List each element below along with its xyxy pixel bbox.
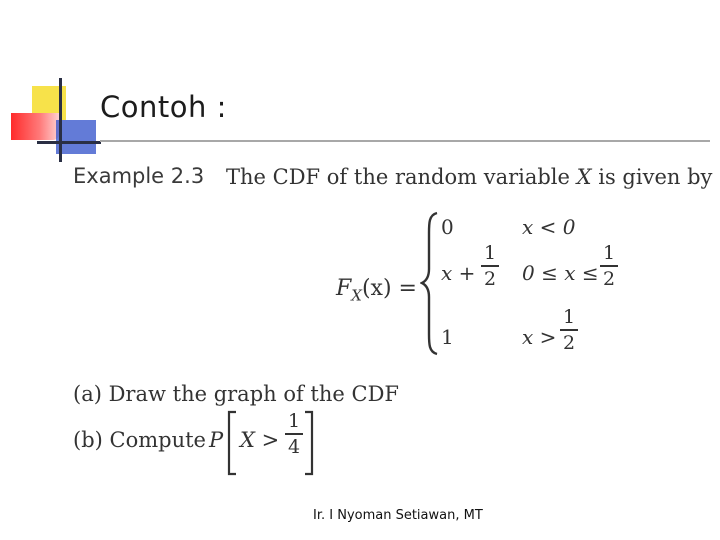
cdf-lhs-F: F	[336, 276, 352, 301]
cdf-row1-value: 0	[441, 215, 454, 239]
cdf-row1-condition-text: x < 0	[522, 215, 576, 239]
cdf-row2-condition-den: 2	[602, 268, 616, 290]
cdf-row3-condition-fraction	[560, 306, 578, 354]
right-square-bracket	[303, 410, 315, 476]
cdf-row3-condition-prefix-text: x >	[522, 325, 557, 349]
example-text-before: The CDF of the random variable	[226, 165, 577, 189]
cdf-lhs-arg: (x) =	[361, 276, 417, 301]
example-variable: X	[576, 165, 592, 189]
question-b-fraction	[285, 410, 303, 458]
cdf-row2-value-prefix-text: x +	[441, 261, 476, 285]
fraction-bar	[600, 265, 618, 267]
slide-logo	[0, 0, 100, 170]
example-text-after: is given by	[591, 165, 713, 189]
left-brace	[420, 211, 440, 356]
cdf-row2-condition-prefix-text: 0 ≤ x ≤	[522, 261, 599, 285]
question-b-inner	[240, 428, 279, 452]
cdf-row2-value-den: 2	[483, 268, 497, 290]
logo-vertical-line	[59, 78, 62, 162]
question-b-P	[209, 428, 223, 452]
fraction-bar	[560, 329, 578, 331]
cdf-row3-condition-prefix	[522, 325, 556, 349]
question-b-prefix: (b) Compute	[73, 428, 206, 452]
question-b-inner-text: X >	[240, 428, 280, 452]
cdf-lhs	[336, 276, 417, 304]
cdf-row3-condition-den: 2	[562, 332, 576, 354]
example-text	[226, 165, 712, 189]
example-label: Example 2.3	[73, 164, 205, 188]
cdf-row2-value-prefix	[441, 261, 475, 285]
slide-footer: Ir. I Nyoman Setiawan, MT	[313, 508, 483, 523]
slide-title: Contoh :	[100, 90, 227, 124]
title-divider	[100, 140, 710, 142]
cdf-row2-condition-prefix	[522, 261, 599, 285]
logo-blue-square	[56, 120, 96, 154]
cdf-row1-condition	[522, 215, 575, 239]
cdf-lhs-sub: X	[351, 286, 362, 305]
logo-horizontal-line	[37, 141, 101, 144]
cdf-row2-condition-num: 1	[602, 242, 616, 264]
logo-red-shape	[11, 113, 59, 140]
cdf-row3-value: 1	[441, 325, 454, 349]
cdf-row3-condition-num: 1	[562, 306, 576, 328]
cdf-row2-value-fraction	[481, 242, 499, 290]
fraction-bar	[285, 433, 303, 435]
cdf-row2-value-num: 1	[483, 242, 497, 264]
question-b-P-text: P	[209, 428, 224, 452]
fraction-bar	[481, 265, 499, 267]
cdf-row2-condition-fraction	[600, 242, 618, 290]
question-a: (a) Draw the graph of the CDF	[73, 382, 399, 406]
left-square-bracket	[226, 410, 238, 476]
question-b-num: 1	[287, 410, 301, 432]
question-b-den: 4	[287, 436, 301, 458]
